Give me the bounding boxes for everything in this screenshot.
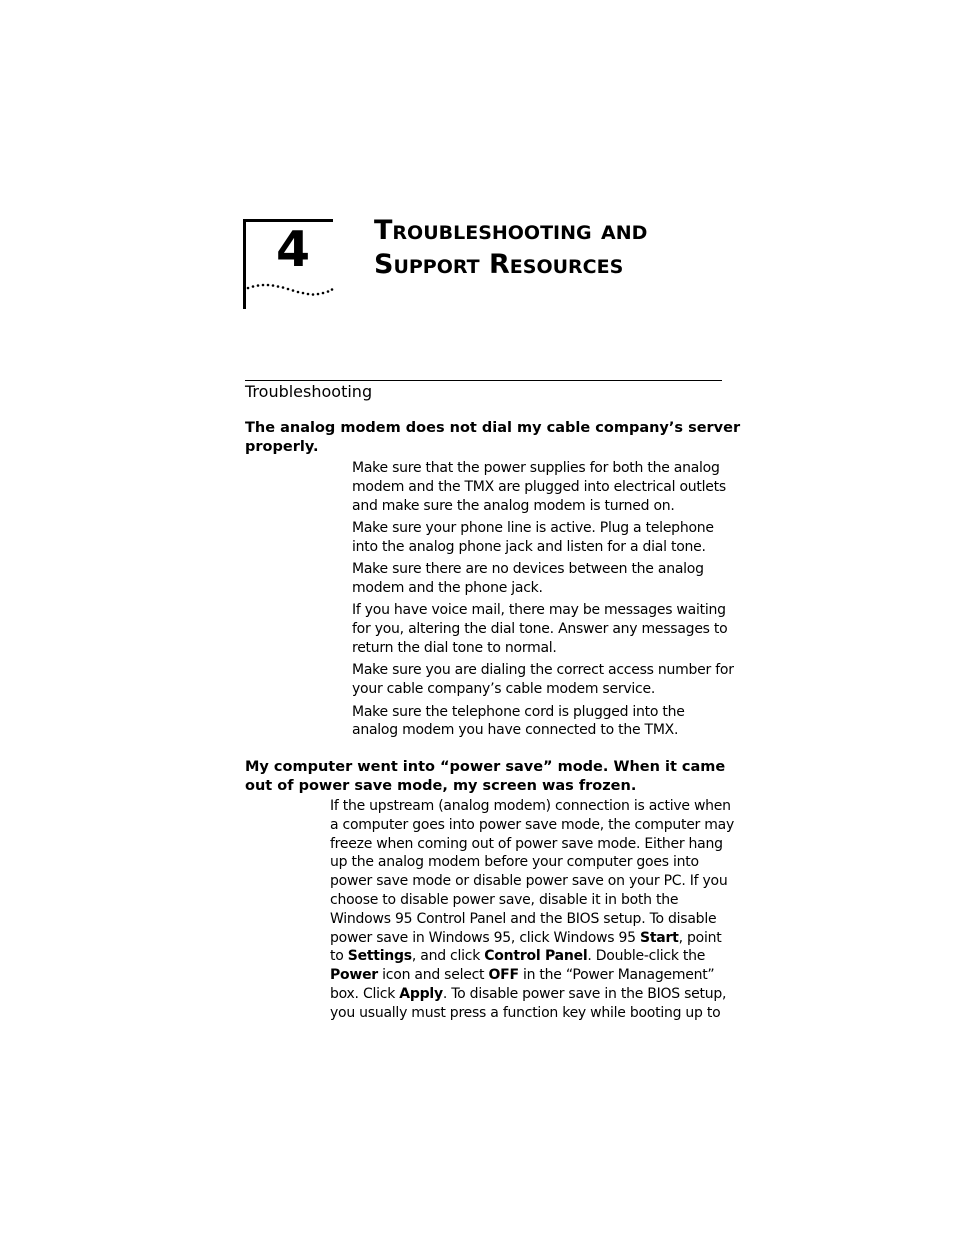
question-line: My computer went into “power save” mode. When it came <box>245 759 726 775</box>
text-line: Windows 95 Control Panel and the BIOS setup. To disable <box>330 910 717 927</box>
ui-term-power: Power <box>330 967 378 984</box>
answer-paragraph <box>352 560 724 598</box>
text-line <box>330 929 724 948</box>
ui-term-apply: Apply <box>399 985 443 1002</box>
question-heading <box>245 419 741 456</box>
text-line: choose to disable power save, disable it in both the <box>330 891 679 908</box>
text-line: If the upstream (analog modem) connection is active when <box>330 798 731 814</box>
question-line: properly. <box>245 438 319 455</box>
answer-paragraph <box>352 459 724 515</box>
answer-paragraph <box>352 601 728 657</box>
answer-paragraph <box>352 519 724 557</box>
chapter-title-line: Support Resources <box>374 249 624 280</box>
text-line: for you, altering the dial tone. Answer any messages to <box>352 621 728 638</box>
text-line: and make sure the analog modem is turned on. <box>352 497 675 514</box>
section-heading: Troubleshooting <box>245 382 373 401</box>
text-line: you usually must press a function key while booting up to <box>330 1004 721 1021</box>
text-line: return the dial tone to normal. <box>352 639 557 656</box>
text-line: Make sure the telephone cord is plugged into the <box>352 703 685 720</box>
text-line: freeze when coming out of power save mode. Either hang <box>330 835 723 852</box>
chapter-number: 4 <box>276 221 311 278</box>
chapter-title <box>374 214 647 282</box>
text-line: a computer goes into power save mode, the computer may <box>330 816 735 833</box>
text-run: in the “Power Management” <box>518 967 715 984</box>
text-line: Make sure there are no devices between the analog <box>352 561 704 578</box>
text-run: , and click <box>411 948 485 965</box>
question-line: The analog modem does not dial my cable company’s server <box>245 420 741 436</box>
text-line <box>330 966 724 985</box>
text-run: . To disable power save in the BIOS setup, <box>442 985 727 1002</box>
text-run: , point <box>678 929 722 946</box>
text-run: to <box>330 948 348 965</box>
ui-term-control-panel: Control Panel <box>484 948 588 965</box>
answer-paragraph <box>352 703 724 741</box>
text-run: power save in Windows 95, click Windows 95 <box>330 929 641 946</box>
text-line: Make sure that the power supplies for both the analog <box>352 460 720 476</box>
text-line: power save mode or disable power save on your PC. If you <box>330 873 728 890</box>
chapter-title-line: Troubleshooting and <box>374 215 648 246</box>
text-line: Make sure your phone line is active. Plug a telephone <box>352 519 714 536</box>
text-line: If you have voice mail, there may be messages waiting <box>352 602 726 619</box>
text-line <box>330 947 724 966</box>
answer-body <box>352 459 734 744</box>
ui-term-start: Start <box>640 929 679 946</box>
question-line: out of power save mode, my screen was frozen. <box>245 777 637 794</box>
ui-term-settings: Settings <box>347 948 412 965</box>
answer-paragraph <box>352 661 734 699</box>
ui-term-off: OFF <box>488 967 519 984</box>
text-line: your cable company’s cable modem service. <box>352 681 656 698</box>
text-run: icon and select <box>377 967 489 984</box>
text-line: Make sure you are dialing the correct access number for <box>352 662 734 679</box>
text-run: . Double-click the <box>587 948 706 965</box>
text-line: into the analog phone jack and listen for a dial tone. <box>352 538 706 555</box>
text-line: up the analog modem before your computer goes into <box>330 854 699 871</box>
text-line: modem and the phone jack. <box>352 579 543 596</box>
answer-body <box>330 797 735 1023</box>
text-run: box. Click <box>330 985 400 1002</box>
text-line <box>330 985 727 1004</box>
text-line: modem and the TMX are plugged into electrical outlets <box>352 478 726 495</box>
text-line: analog modem you have connected to the TMX. <box>352 722 679 739</box>
question-heading <box>245 758 725 795</box>
